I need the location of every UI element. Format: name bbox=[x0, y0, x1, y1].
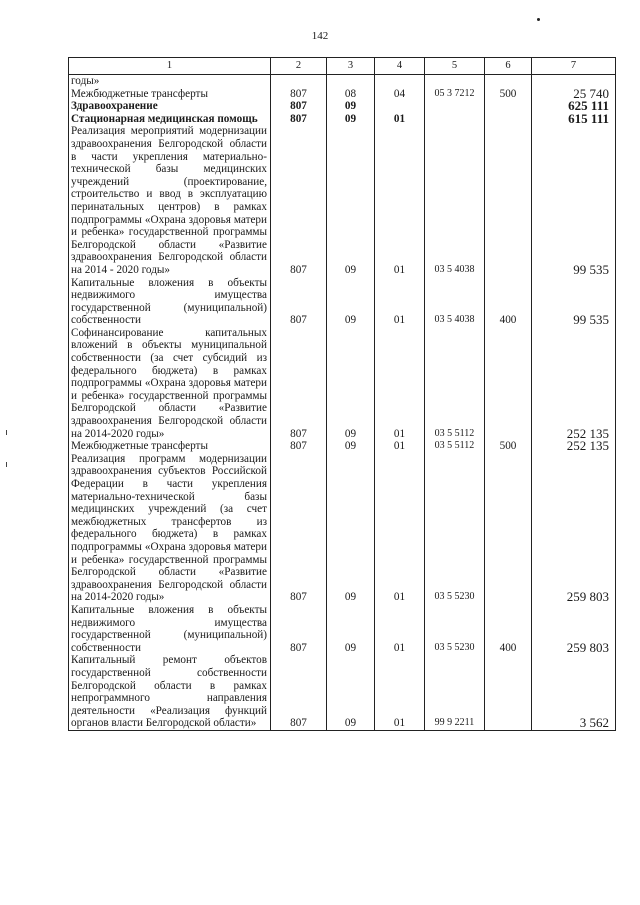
row-amount: 259 803 bbox=[532, 453, 616, 604]
header-cell: 1 bbox=[69, 58, 271, 75]
row-code-c6 bbox=[485, 75, 532, 88]
row-code-c4: 01 bbox=[375, 604, 425, 654]
row-name: Здравоохранение bbox=[69, 100, 271, 113]
row-code-c5: 03 5 4038 bbox=[425, 277, 485, 327]
row-code-c4: 04 bbox=[375, 88, 425, 101]
row-code-c4: 01 bbox=[375, 440, 425, 453]
row-code-c3: 09 bbox=[327, 113, 375, 126]
row-code-c4: 01 bbox=[375, 125, 425, 276]
table-row bbox=[69, 327, 616, 440]
row-amount: 625 111 bbox=[532, 100, 616, 113]
row-code-c6 bbox=[485, 125, 532, 276]
row-code-c5 bbox=[425, 113, 485, 126]
header-cell: 2 bbox=[271, 58, 327, 75]
budget-table bbox=[68, 57, 616, 731]
row-code-c4: 01 bbox=[375, 327, 425, 440]
row-code-c6: 400 bbox=[485, 604, 532, 654]
row-code-c6 bbox=[485, 453, 532, 604]
row-code-c3: 09 bbox=[327, 453, 375, 604]
row-code-c2: 807 bbox=[271, 440, 327, 453]
header-cell: 6 bbox=[485, 58, 532, 75]
row-code-c6: 500 bbox=[485, 88, 532, 101]
row-code-c2: 807 bbox=[271, 88, 327, 101]
row-code-c6 bbox=[485, 327, 532, 440]
row-amount: 252 135 bbox=[532, 327, 616, 440]
row-name: Реализация программ модернизации здравоохранения субъектов Российской Федерации в части укрепления материально-технической базы медицинских учреждений (за счет межбюджетных трансфертов из федерального бюджета) в рамках подпрограммы «Охрана здоровья матери и ребенка» государственной программы Белгородской области «Развитие здравоохранения Белгородской области на 2014-2020 годы» bbox=[69, 453, 271, 604]
row-amount: 3 562 bbox=[532, 654, 616, 730]
row-code-c4 bbox=[375, 100, 425, 113]
table-row bbox=[69, 75, 616, 88]
row-code-c5 bbox=[425, 75, 485, 88]
row-code-c5: 99 9 2211 bbox=[425, 654, 485, 730]
row-code-c2: 807 bbox=[271, 113, 327, 126]
row-code-c3: 09 bbox=[327, 327, 375, 440]
row-code-c2: 807 bbox=[271, 125, 327, 276]
row-code-c6 bbox=[485, 113, 532, 126]
table-row bbox=[69, 100, 616, 113]
table-row bbox=[69, 453, 616, 604]
row-code-c6: 400 bbox=[485, 277, 532, 327]
row-code-c5: 03 5 5112 bbox=[425, 440, 485, 453]
row-code-c5: 03 5 4038 bbox=[425, 125, 485, 276]
row-code-c2: 807 bbox=[271, 453, 327, 604]
table-row bbox=[69, 88, 616, 101]
row-code-c6 bbox=[485, 654, 532, 730]
row-code-c5: 03 5 5112 bbox=[425, 327, 485, 440]
page-number: 142 bbox=[311, 30, 329, 42]
row-code-c3: 09 bbox=[327, 440, 375, 453]
row-code-c2: 807 bbox=[271, 277, 327, 327]
row-code-c4: 01 bbox=[375, 113, 425, 126]
row-amount: 99 535 bbox=[532, 277, 616, 327]
row-name: Капитальные вложения в объекты недвижимого имущества государственной (муниципальной) собственности bbox=[69, 277, 271, 327]
row-code-c4: 01 bbox=[375, 654, 425, 730]
row-amount: 25 740 bbox=[532, 88, 616, 101]
row-code-c3: 09 bbox=[327, 100, 375, 113]
row-code-c4 bbox=[375, 75, 425, 88]
row-name: Софинансирование капитальных вложений в объекты муниципальной собственности (за счет субсидий из федерального бюджета) в рамках подпрограммы «Охрана здоровья матери и ребенка» государственной программы Белгородской области «Развитие здравоохранения Белгородской области на 2014-2020 годы» bbox=[69, 327, 271, 440]
header-cell: 5 bbox=[425, 58, 485, 75]
row-code-c6 bbox=[485, 100, 532, 113]
table-row bbox=[69, 654, 616, 730]
binding-mark bbox=[6, 462, 7, 467]
table-row bbox=[69, 125, 616, 276]
scan-speck bbox=[537, 18, 540, 21]
row-code-c5: 05 3 7212 bbox=[425, 88, 485, 101]
row-code-c2: 807 bbox=[271, 604, 327, 654]
header-cell: 4 bbox=[375, 58, 425, 75]
row-code-c5 bbox=[425, 100, 485, 113]
header-cell: 7 bbox=[532, 58, 616, 75]
row-amount: 99 535 bbox=[532, 125, 616, 276]
row-code-c5: 03 5 5230 bbox=[425, 453, 485, 604]
row-code-c2 bbox=[271, 75, 327, 88]
binding-mark bbox=[6, 430, 7, 435]
table-row bbox=[69, 604, 616, 654]
row-code-c4: 01 bbox=[375, 277, 425, 327]
row-code-c4: 01 bbox=[375, 453, 425, 604]
row-name: Межбюджетные трансферты bbox=[69, 440, 271, 453]
header-cell: 3 bbox=[327, 58, 375, 75]
row-code-c2: 807 bbox=[271, 654, 327, 730]
row-code-c3: 09 bbox=[327, 125, 375, 276]
row-code-c3: 08 bbox=[327, 88, 375, 101]
row-code-c3: 09 bbox=[327, 604, 375, 654]
row-amount: 615 111 bbox=[532, 113, 616, 126]
row-name: Капитальный ремонт объектов государственной собственности Белгородской области в рамках непрограммного направления деятельности «Реализация функций органов власти Белгородской области» bbox=[69, 654, 271, 730]
row-code-c3: 09 bbox=[327, 277, 375, 327]
row-amount: 252 135 bbox=[532, 440, 616, 453]
row-name: Межбюджетные трансферты bbox=[69, 88, 271, 101]
header-row bbox=[69, 58, 616, 75]
row-code-c3: 09 bbox=[327, 654, 375, 730]
row-name: годы» bbox=[69, 75, 271, 88]
row-code-c3 bbox=[327, 75, 375, 88]
row-name: Капитальные вложения в объекты недвижимого имущества государственной (муниципальной) собственности bbox=[69, 604, 271, 654]
table-row bbox=[69, 440, 616, 453]
row-code-c2: 807 bbox=[271, 327, 327, 440]
table-row bbox=[69, 277, 616, 327]
table-row bbox=[69, 113, 616, 126]
row-name: Реализация мероприятий модернизации здравоохранения Белгородской области в части укрепления материально-технической базы медицинских учреждений (проектирование, строительство и ввод в эксплуатацию перинатальных центров) в рамках подпрограммы «Охрана здоровья матери и ребенка» государственной программы Белгородской области «Развитие здравоохранения Белгородской области на 2014 - 2020 годы» bbox=[69, 125, 271, 276]
row-code-c2: 807 bbox=[271, 100, 327, 113]
row-code-c6: 500 bbox=[485, 440, 532, 453]
row-code-c5: 03 5 5230 bbox=[425, 604, 485, 654]
row-amount: 259 803 bbox=[532, 604, 616, 654]
row-name: Стационарная медицинская помощь bbox=[69, 113, 271, 126]
